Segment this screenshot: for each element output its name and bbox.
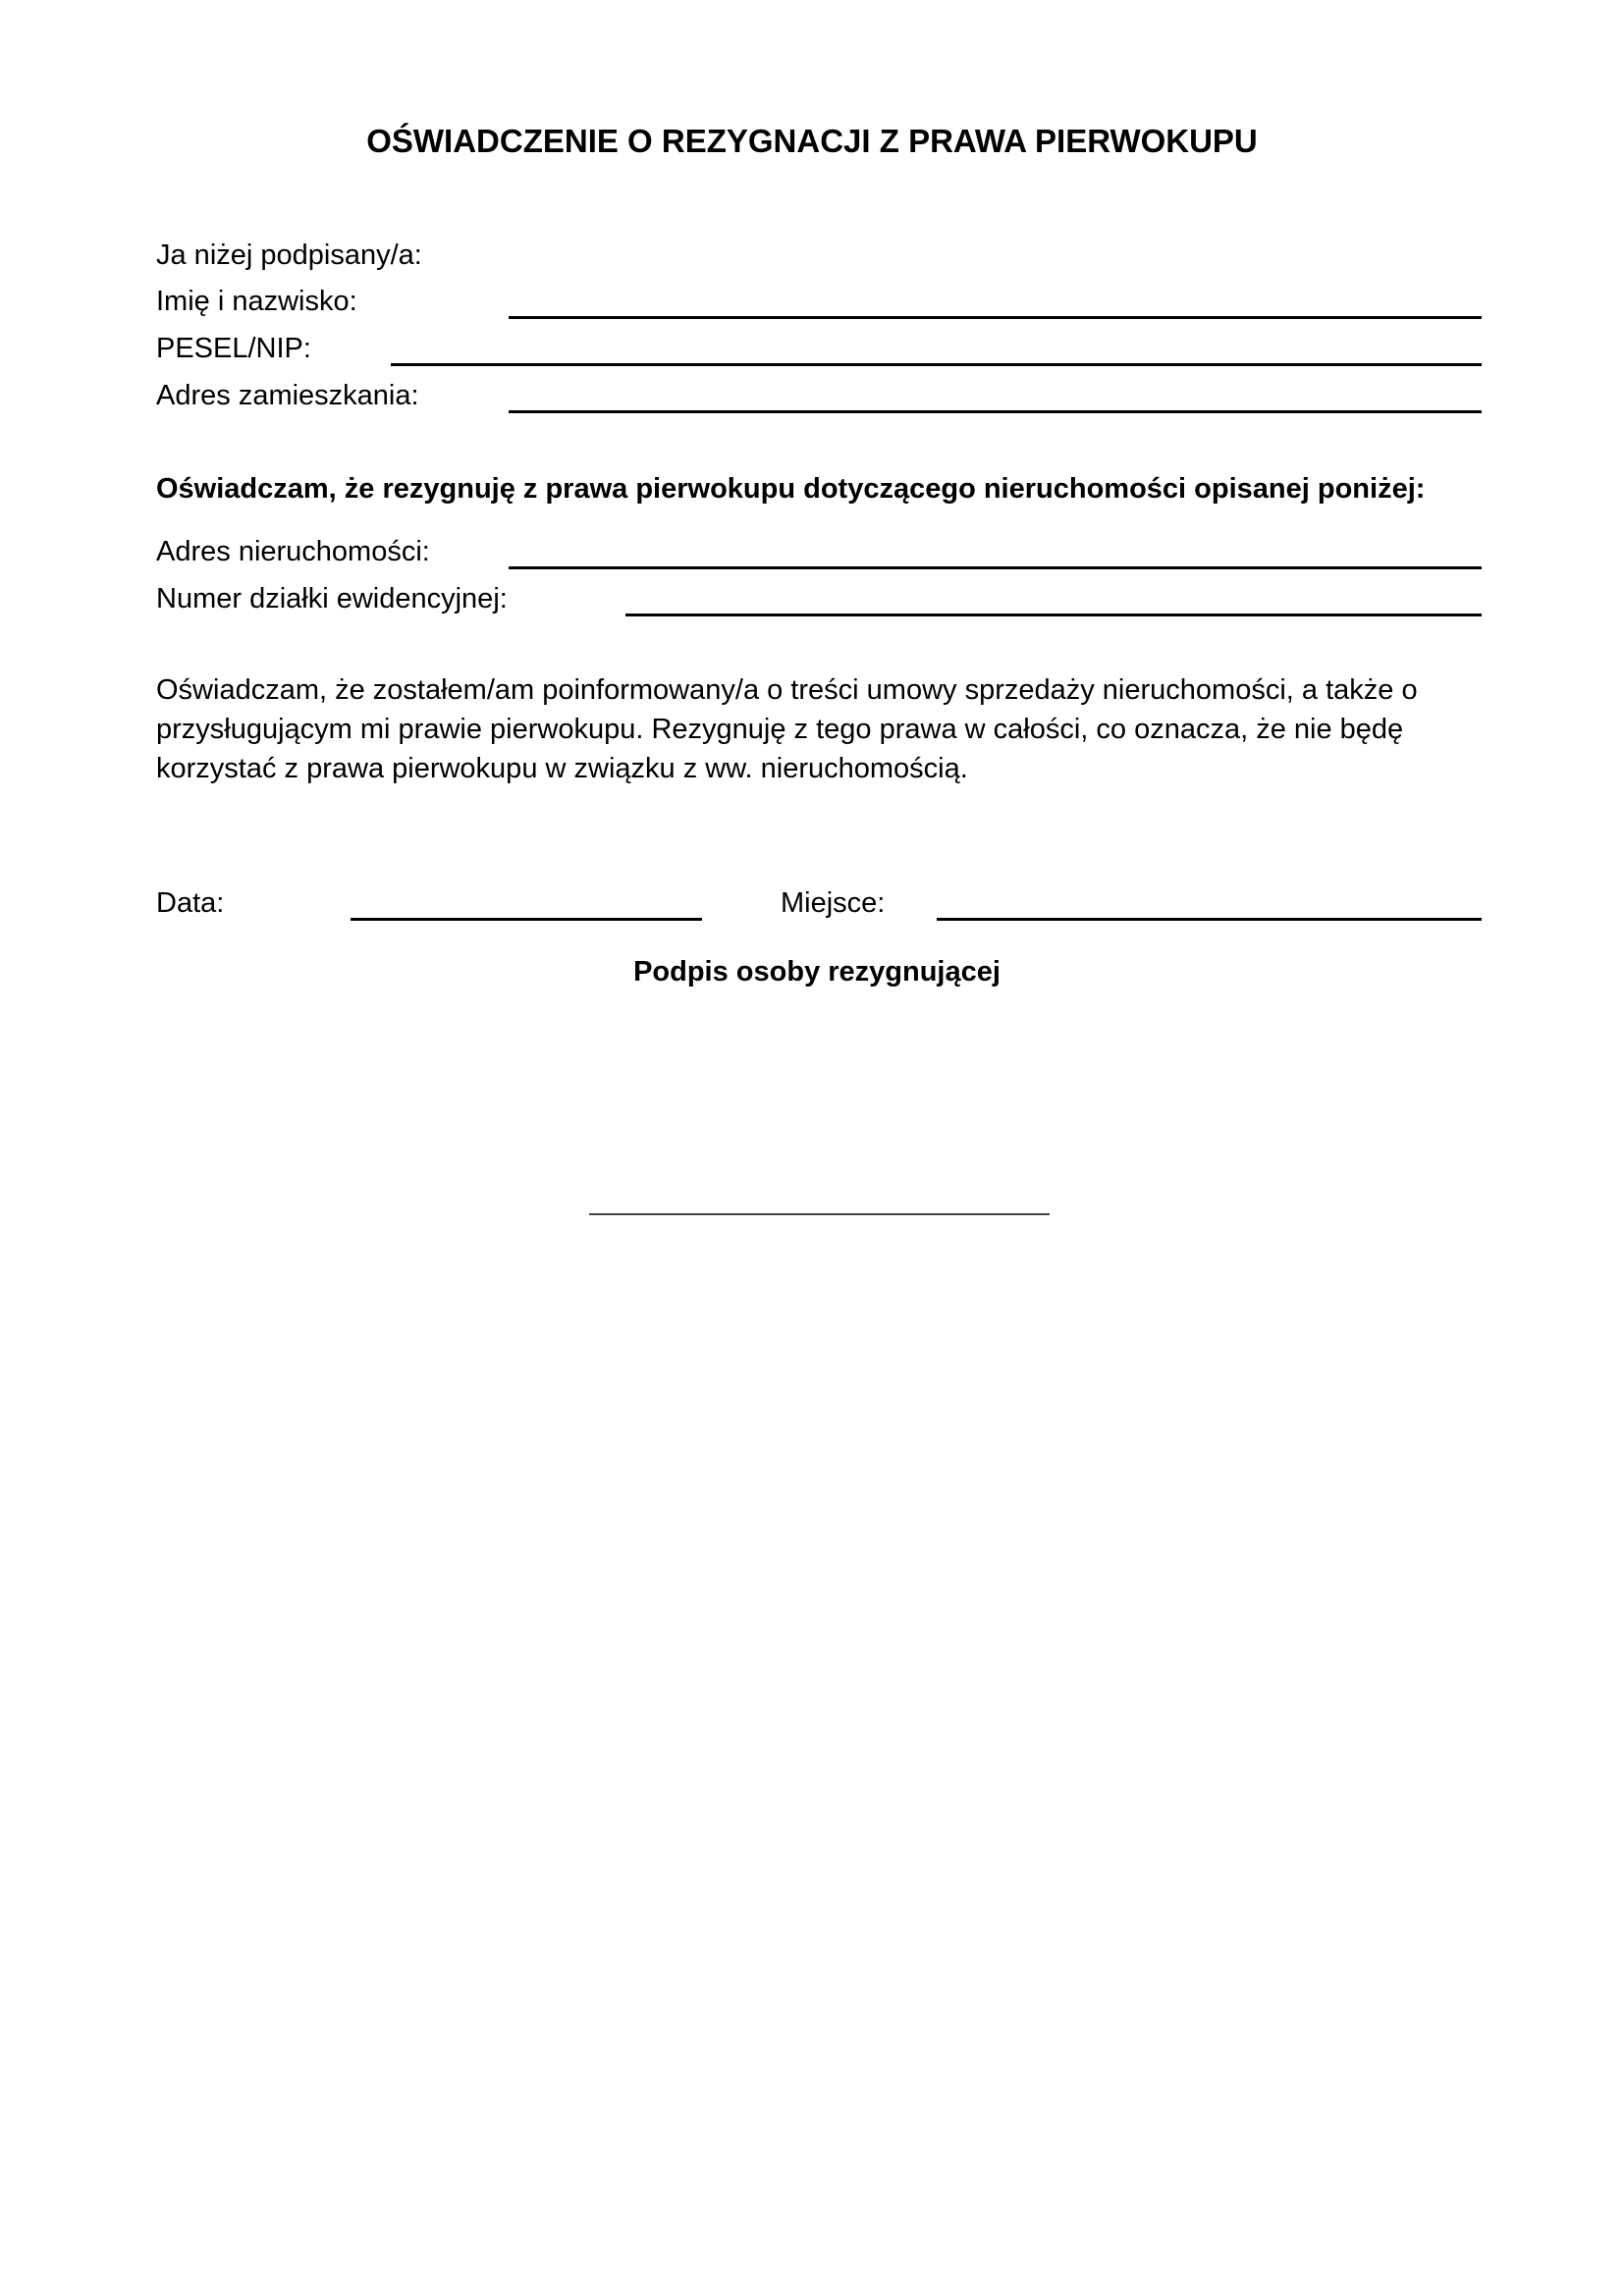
name-field-line[interactable] [509, 316, 1482, 319]
signature-label: Podpis osoby rezygnującej [633, 956, 1001, 988]
name-label: Imię i nazwisko: [156, 286, 357, 317]
place-field-line[interactable] [937, 918, 1482, 921]
property-address-field-line[interactable] [509, 566, 1482, 569]
document-title: OŚWIADCZENIE O REZYGNACJI Z PRAWA PIERWOKUPU [366, 123, 1258, 159]
property-address-label: Adres nieruchomości: [156, 536, 430, 567]
date-label: Data: [156, 887, 225, 919]
plot-number-label: Numer działki ewidencyjnej: [156, 583, 508, 614]
date-field-line[interactable] [351, 918, 702, 921]
intro-text: Ja niżej podpisany/a: [156, 240, 422, 271]
pesel-label: PESEL/NIP: [156, 333, 311, 364]
statement-line-2: przysługującym mi prawie pierwokupu. Rezygnuję z tego prawa w całości, co oznacza, że nie będę [156, 714, 1404, 745]
signature-line[interactable] [589, 1213, 1050, 1215]
statement-line-1: Oświadczam, że zostałem/am poinformowany/a o treści umowy sprzedaży nieruchomości, a także o [156, 674, 1418, 706]
address-field-line[interactable] [509, 410, 1482, 413]
pesel-field-line[interactable] [391, 363, 1482, 366]
statement-paragraph [156, 670, 1472, 788]
statement-line-3: korzystać z prawa pierwokupu w związku z ww. nieruchomością. [156, 753, 968, 784]
place-label: Miejsce: [781, 887, 886, 919]
declaration-heading: Oświadczam, że rezygnuję z prawa pierwokupu dotyczącego nieruchomości opisanej poniżej: [156, 473, 1426, 505]
plot-number-field-line[interactable] [625, 614, 1482, 616]
address-label: Adres zamieszkania: [156, 380, 419, 411]
